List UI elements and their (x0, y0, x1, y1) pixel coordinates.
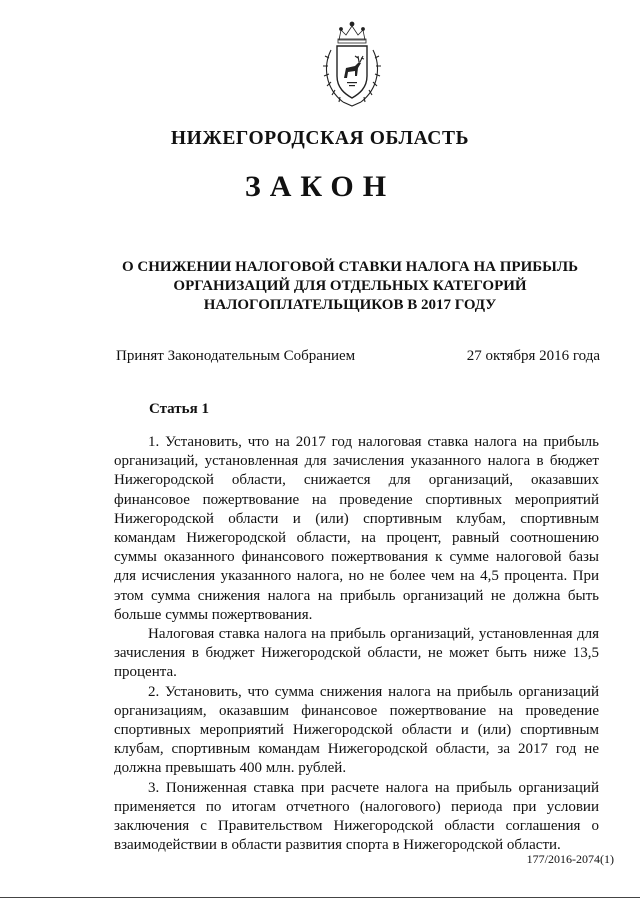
article-body (114, 433, 599, 855)
adoption-line (116, 347, 600, 366)
adoption-date: 27 октября 2016 года (466, 348, 600, 364)
paragraph: 3. Пониженная ставка при расчете налога на прибыль организаций применяется по итогам отчетного (налогового) периода при условии заключения с Правительством Нижегородской области соглашения о взаимодействии в области развития спорта в Нижегородской области. (114, 779, 599, 854)
page-edge-divider (0, 897, 640, 898)
document-number: 177/2016-2074(1) (526, 852, 614, 866)
adopted-by: Принят Законодательным Собранием (116, 348, 356, 364)
region-name: НИЖЕГОРОДСКАЯ ОБЛАСТЬ (170, 128, 470, 149)
law-title (100, 258, 600, 315)
law-title-line: ОРГАНИЗАЦИЙ ДЛЯ ОТДЕЛЬНЫХ КАТЕГОРИЙ (173, 278, 527, 294)
paragraph: 2. Установить, что сумма снижения налога на прибыль организаций организациям, оказавшим финансовое пожертвование на проведение спортивных мероприятий Нижегородской области и (или) спортивным клубам, спортивным командам Нижегородской области, за 2017 год не должна превышать 400 млн. рублей. (114, 683, 599, 777)
article-heading: Статья 1 (149, 401, 209, 417)
law-title-line: О СНИЖЕНИИ НАЛОГОВОЙ СТАВКИ НАЛОГА НА ПРИБЫЛЬ (122, 259, 578, 275)
law-title-line: НАЛОГОПЛАТЕЛЬЩИКОВ В 2017 ГОДУ (203, 297, 497, 313)
paragraph: Налоговая ставка налога на прибыль организаций, установленная для зачисления в бюджет Нижегородской области, не может быть ниже 13,5 процента. (114, 626, 599, 681)
paragraph: 1. Установить, что на 2017 год налоговая ставка налога на прибыль организаций, установленная для зачисления указанного налога в бюджет Нижегородской области, снижается для организаций, оказавших финансовое пожертвование на проведение спортивных мероприятий Нижегородской области и (или) спортивным клубам, спортивным командам Нижегородской области, на процент, равный соотношению суммы оказанного финансового пожертвования к сумме налоговой базы для исчисления указанного налога, но не более чем на 4,5 процента. При этом сумма снижения налога на прибыль организаций не должна быть больше суммы пожертвования. (114, 434, 599, 623)
document-type: ЗАКОН (244, 170, 396, 203)
coat-of-arms-emblem (317, 18, 387, 110)
